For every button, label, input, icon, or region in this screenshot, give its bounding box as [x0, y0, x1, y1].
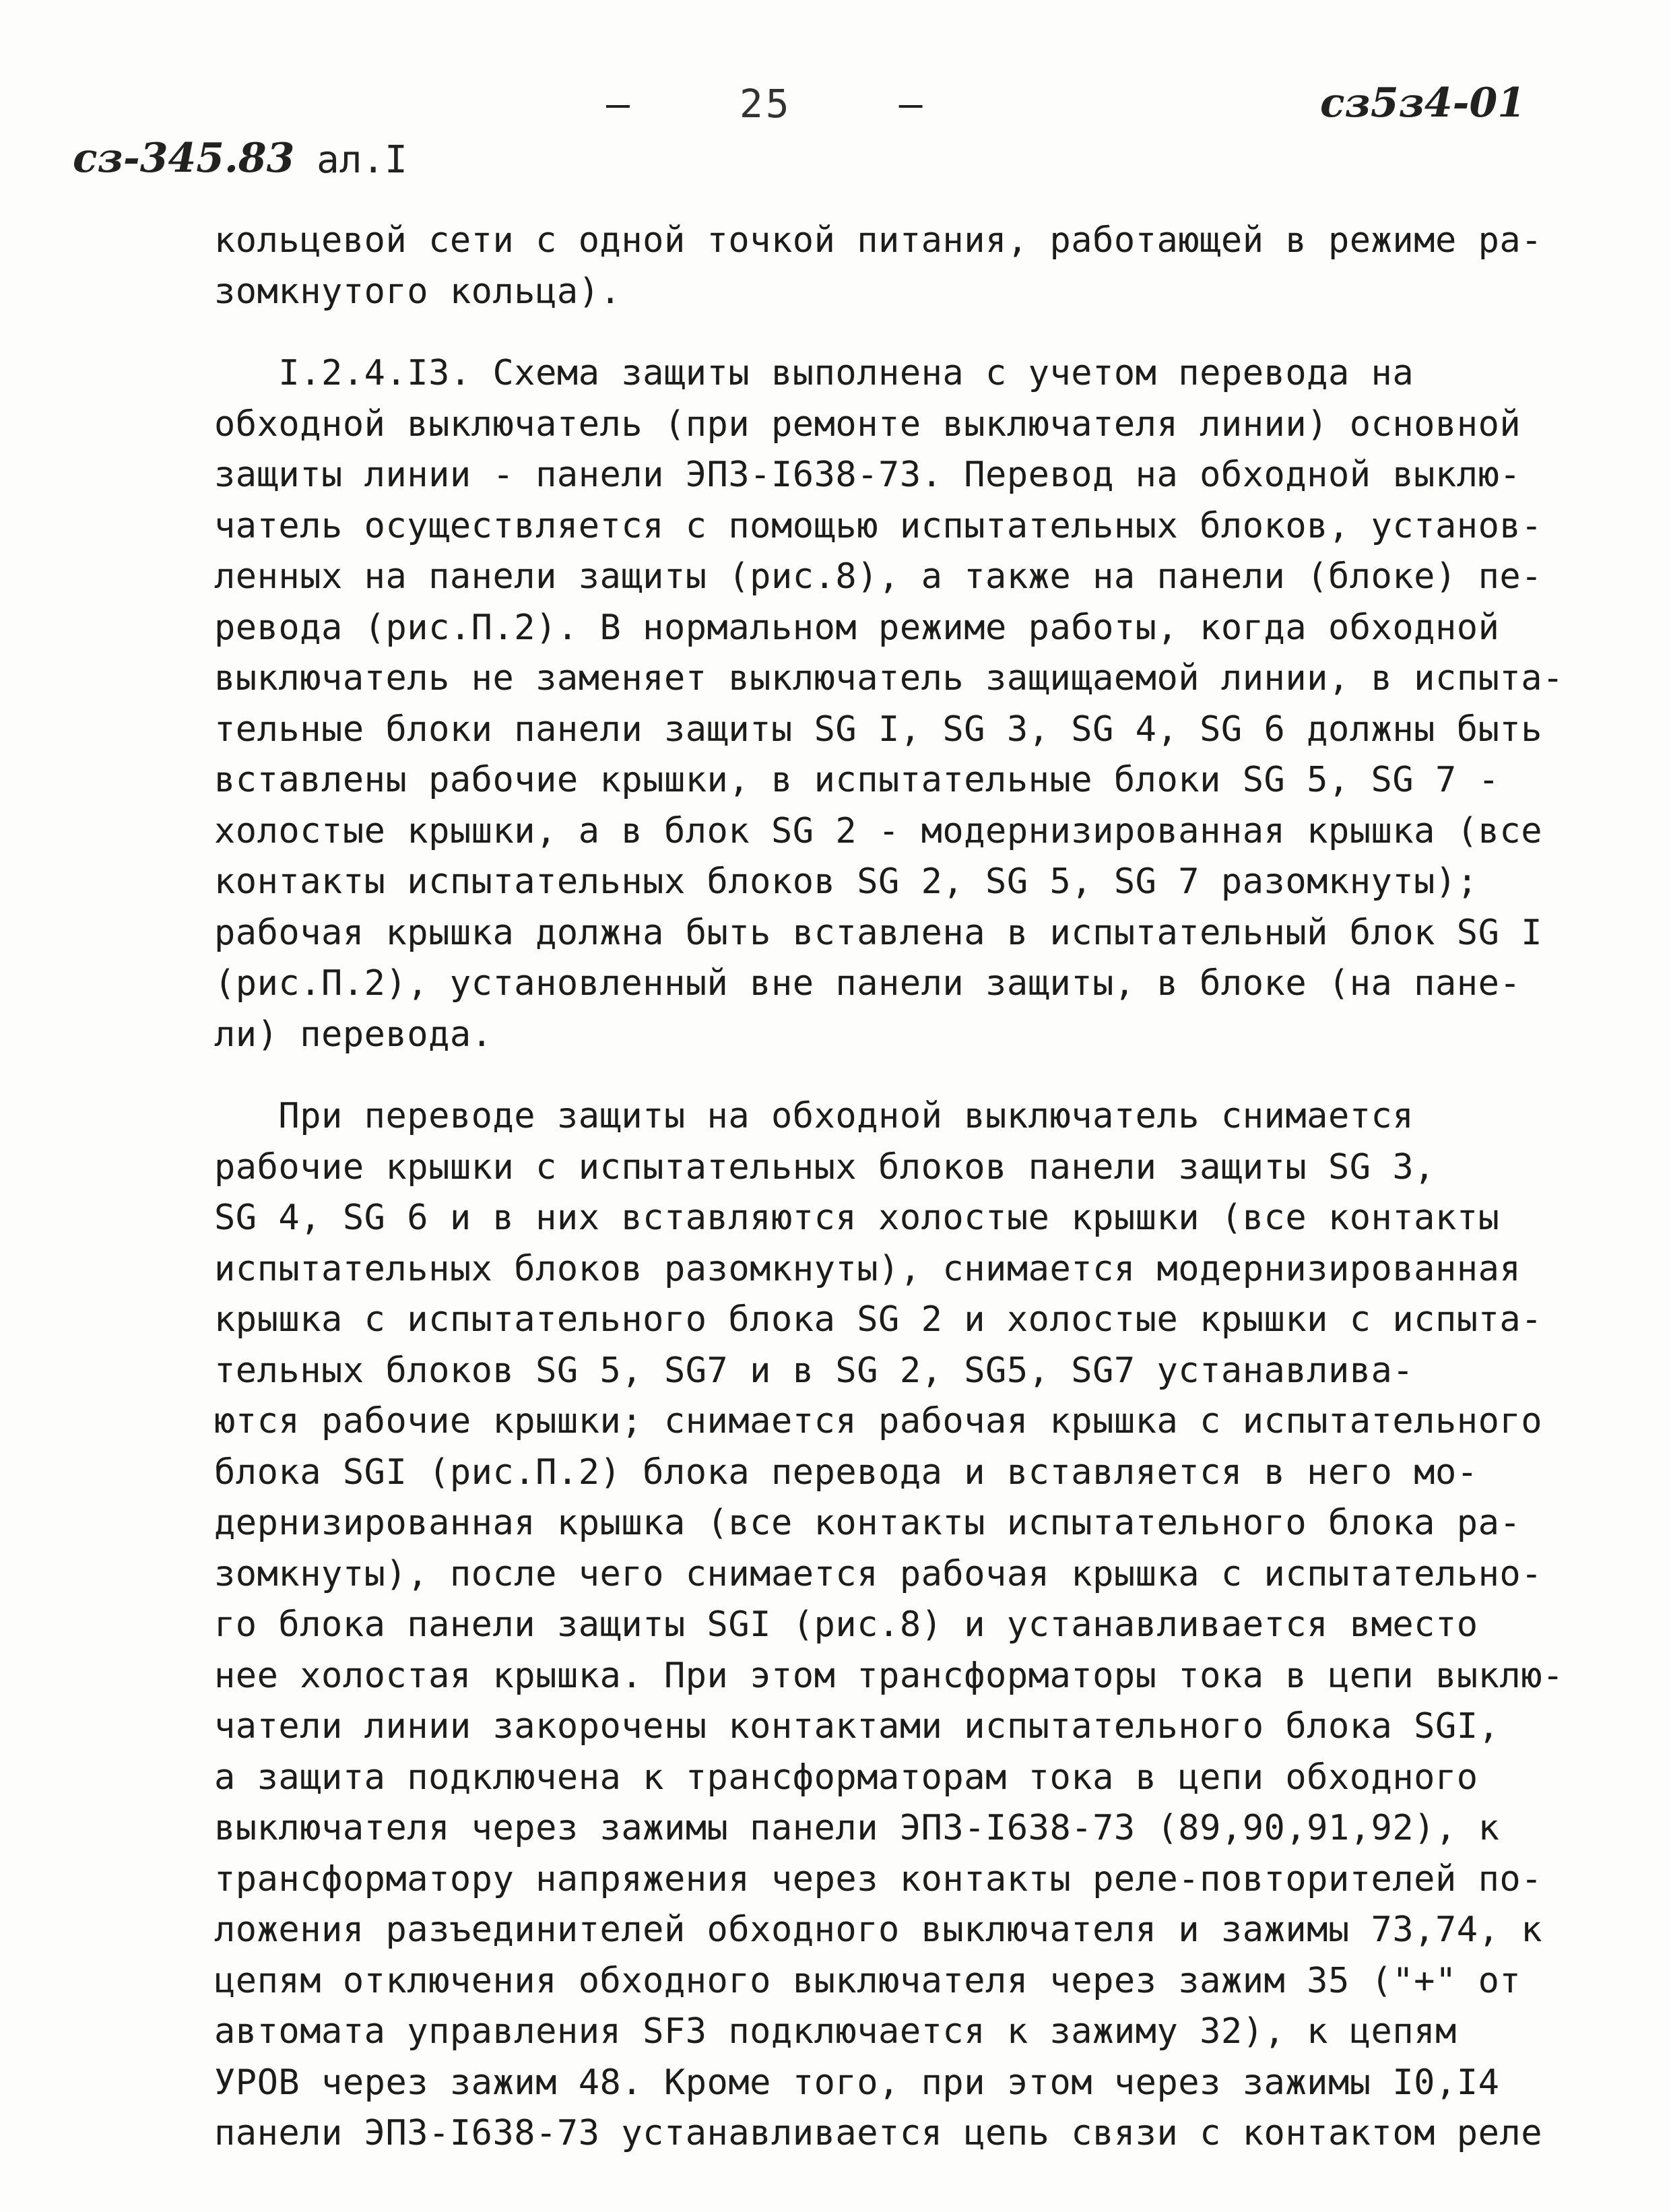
body-line: ли) перевода.	[214, 1014, 493, 1055]
body-line: го блока панели защиты SGI (рис.8) и устанавливается вместо	[214, 1604, 1478, 1645]
body-line: ревода (рис.П.2). В нормальном режиме работы, когда обходной	[214, 607, 1500, 648]
body-line: зомкнутого кольца).	[214, 271, 622, 312]
body-line: панели ЭПЗ-I638-73 устанавливается цепь связи с контактом реле	[214, 2113, 1543, 2153]
body-line: SG 4, SG 6 и в них вставляются холостые крышки (все контакты	[214, 1198, 1500, 1238]
body-line: (рис.П.2), установленный вне панели защиты, в блоке (на пане-	[214, 963, 1521, 1004]
body-line: вставлены рабочие крышки, в испытательные блоки SG 5, SG 7 -	[214, 760, 1500, 800]
body-line: ложения разъединителей обходного выключателя и зажимы 73,74, к	[214, 1910, 1543, 1950]
body-line: крышка с испытательного блока SG 2 и холостые крышки с испыта-	[214, 1299, 1543, 1340]
body-line: выключателя через зажимы панели ЭПЗ-I638-73 (89,90,91,92), к	[214, 1808, 1500, 1848]
body-line: трансформатору напряжения через контакты реле-повторителей по-	[214, 1858, 1543, 1899]
body-line: рабочая крышка должна быть вставлена в испытательный блок SG I	[214, 912, 1543, 953]
body-line: дернизированная крышка (все контакты испытательного блока ра-	[214, 1503, 1521, 1543]
body-line: УРОВ через зажим 48. Кроме того, при этом через зажимы I0,I4	[214, 2062, 1500, 2103]
body-line: защиты линии - панели ЭПЗ-I638-73. Перевод на обходной выклю-	[214, 455, 1521, 495]
body-line: холостые крышки, а в блок SG 2 - модернизированная крышка (все	[214, 810, 1543, 851]
body-line: контакты испытательных блоков SG 2, SG 5, SG 7 разомкнуты);	[214, 861, 1478, 902]
page-number-dash-left: –	[606, 81, 632, 127]
body-line: рабочие крышки с испытательных блоков панели защиты SG 3,	[214, 1146, 1435, 1188]
paragraph-gap	[214, 1060, 1534, 1091]
body-line: блока SGI (рис.П.2) блока перевода и вставляется в него мо-	[214, 1452, 1478, 1493]
body-line: чатели линии закорочены контактами испытательного блока SGI,	[214, 1706, 1500, 1747]
body-line: испытательных блоков разомкнуты), снимается модернизированная	[214, 1248, 1521, 1289]
body-line: тельные блоки панели защиты SG I, SG 3, SG 4, SG 6 должны быть	[214, 709, 1543, 750]
document-code-handwritten: сз5з4-01	[1320, 79, 1526, 127]
body-line: кольцевой сети с одной точкой питания, работающей в режиме ра-	[214, 220, 1543, 261]
body-text	[214, 216, 1564, 2159]
body-line: I.2.4.I3. Схема защиты выполнена с учетом перевода на	[214, 353, 1414, 393]
body-line: цепям отключения обходного выключателя через зажим 35 ("+" от	[214, 1960, 1521, 2001]
sheet-label: ал.I	[317, 138, 407, 182]
body-line: ленных на панели защиты (рис.8), а также на панели (блоке) пе-	[214, 556, 1543, 597]
body-line: обходной выключатель (при ремонте выключателя линии) основной	[214, 403, 1521, 445]
body-line: ются рабочие крышки; снимается рабочая крышка с испытательного	[214, 1401, 1543, 1441]
body-line: зомкнуты), после чего снимается рабочая крышка с испытательно-	[214, 1553, 1543, 1594]
body-line: При переводе защиты на обходной выключатель снимается	[214, 1096, 1414, 1136]
page-number	[606, 81, 925, 127]
body-line: автомата управления SF3 подключается к зажиму 32), к цепям	[214, 2011, 1457, 2052]
body-line: чатель осуществляется с помощью испытательных блоков, установ-	[214, 505, 1543, 546]
body-line: выключатель не заменяет выключатель защищаемой линии, в испыта-	[214, 658, 1564, 698]
page-number-dash-right: –	[898, 81, 925, 127]
body-line: тельных блоков SG 5, SG7 и в SG 2, SG5, SG7 устанавлива-	[214, 1350, 1414, 1391]
body-line: нее холостая крышка. При этом трансформаторы тока в цепи выклю-	[214, 1655, 1564, 1696]
page-number-value: 25	[739, 81, 792, 127]
body-line: а защита подключена к трансформаторам тока в цепи обходного	[214, 1757, 1478, 1798]
paragraph-gap	[214, 317, 1534, 348]
document-reference-handwritten: сз-345.83	[73, 135, 295, 182]
